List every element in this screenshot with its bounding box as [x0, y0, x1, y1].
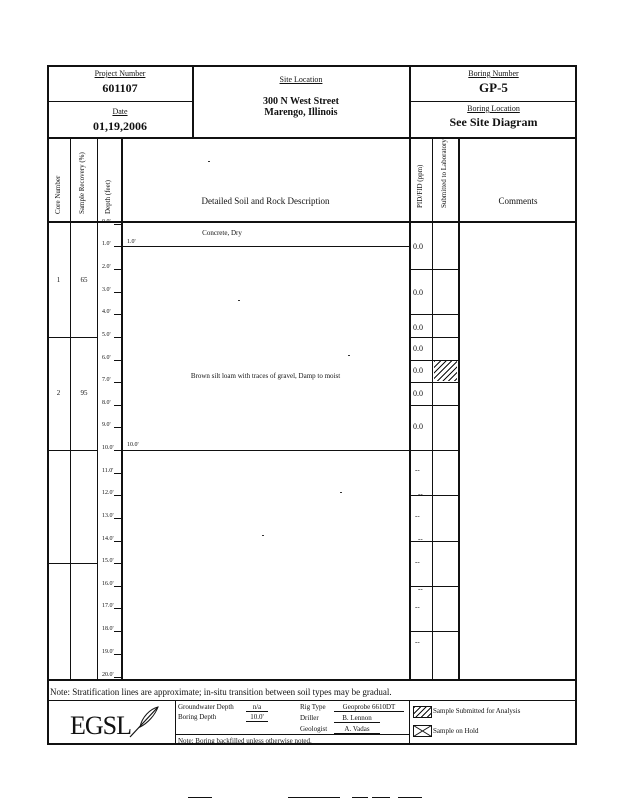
- geologist: A. Vadas: [334, 725, 380, 734]
- col-line-submitted: [458, 138, 460, 679]
- stratum-bottom-label: 10.0': [127, 442, 139, 448]
- site-address-line1: 300 N West Street: [262, 96, 339, 107]
- pid-row-line: [409, 586, 458, 587]
- pid-blank-mark: --: [415, 603, 420, 611]
- pid-row-line: [409, 314, 458, 315]
- date-label: Date: [112, 107, 128, 116]
- pid-reading: 0.0: [413, 389, 423, 398]
- core-number-header: Core Number: [54, 175, 62, 214]
- scan-artifact-line: [188, 797, 212, 798]
- pid-header: PID/FID (ppm): [416, 164, 424, 208]
- header-mid-left-line: [47, 101, 193, 102]
- comments-header: Comments: [498, 196, 538, 206]
- scan-artifact-line: [288, 797, 340, 798]
- core-number: 2: [56, 389, 61, 397]
- pid-reading: 0.0: [413, 422, 423, 431]
- boring-location-label: Boring Location: [467, 104, 520, 113]
- description-header: Detailed Soil and Rock Description: [201, 196, 330, 206]
- col-line-description: [409, 138, 411, 679]
- depth-label: 17.0': [102, 603, 114, 609]
- site-address-line2: Marengo, Illinois: [264, 107, 338, 118]
- boring-log-frame: [47, 65, 577, 745]
- legend-divider: [409, 700, 410, 745]
- column-header-bottom-line: [47, 221, 577, 223]
- core-boundary-1: [47, 337, 97, 338]
- pid-reading: 0.0: [413, 366, 423, 375]
- legend-hold-label: Sample on Hold: [433, 727, 479, 735]
- project-number: 601107: [102, 81, 138, 95]
- scan-artifact-line: [352, 797, 368, 798]
- egsl-logo: EGSL: [70, 711, 131, 740]
- depth-label: 18.0': [102, 626, 114, 632]
- pid-row-line: [409, 631, 458, 632]
- legend-submitted-label: Sample Submitted for Analysis: [433, 707, 521, 715]
- site-location-label: Site Location: [279, 75, 323, 84]
- pid-reading: 0.0: [413, 242, 423, 251]
- groundwater-depth: n/a: [246, 703, 268, 712]
- date-value: 01,19,2006: [93, 119, 147, 133]
- boring-number: GP-5: [479, 80, 508, 95]
- scan-artifact-line: [398, 797, 422, 798]
- core-recovery: 95: [80, 389, 88, 397]
- depth-label: 8.0': [102, 400, 111, 406]
- scan-artifact-line: [372, 797, 390, 798]
- depth-label: 13.0': [102, 513, 114, 519]
- header-bottom-line: [47, 137, 577, 139]
- core-recovery: 65: [80, 276, 88, 284]
- submitted-sample-hatch: [434, 361, 457, 381]
- legend-submitted-swatch: [413, 706, 432, 718]
- depth-label: 15.0': [102, 558, 114, 564]
- depth-label: 11.0': [102, 468, 114, 474]
- depth-label: 10.0': [102, 445, 114, 451]
- groundwater-depth-label: Groundwater Depth: [178, 703, 234, 711]
- depth-label: 14.0': [102, 536, 114, 542]
- sample-recovery-header: Sample Recovery (%): [78, 152, 86, 214]
- driller-label: Driller: [300, 714, 319, 722]
- scan-speck: [262, 535, 264, 536]
- depth-label: 9.0': [102, 422, 111, 428]
- pid-reading: 0.0: [413, 288, 423, 297]
- pid-blank-mark: --: [415, 558, 420, 566]
- project-number-label: Project Number: [94, 69, 146, 78]
- depth-label: 6.0': [102, 355, 111, 361]
- core-number: 1: [56, 276, 61, 284]
- depth-label: 1.0': [102, 241, 111, 247]
- pid-row-line: [409, 269, 458, 270]
- legend-hold-swatch: [413, 725, 432, 737]
- geologist-label: Geologist: [300, 725, 328, 733]
- backfill-note: Note: Boring backfilled unless otherwise noted.: [178, 737, 312, 745]
- depth-label: 19.0': [102, 649, 114, 655]
- log-bottom-line: [47, 679, 577, 681]
- stratification-note: Note: Stratification lines are approximate; in-situ transition between soil types may be gradual.: [50, 687, 392, 697]
- col-line-pid: [432, 138, 433, 679]
- scan-speck: [340, 492, 342, 493]
- pid-row-line: [409, 450, 458, 451]
- stratum-boundary: [122, 450, 409, 451]
- core-boundary-2: [47, 450, 97, 451]
- stratum-description: Brown silt loam with traces of gravel, Damp to moist: [190, 372, 341, 380]
- pid-blank-mark: --: [415, 512, 420, 520]
- boring-number-label: Boring Number: [468, 69, 519, 78]
- pid-row-line: [409, 405, 458, 406]
- depth-label: 2.0': [102, 264, 111, 270]
- stratum-description: Concrete, Dry: [202, 229, 242, 237]
- logo-divider: [175, 700, 176, 745]
- depth-label: 5.0': [102, 332, 111, 338]
- driller: B. Lennon: [334, 714, 380, 723]
- pid-row-line: [409, 495, 458, 496]
- pid-blank-mark: --: [415, 466, 420, 474]
- backfill-note-line: [175, 734, 409, 735]
- stratum-boundary: [122, 246, 409, 247]
- rig-type: Geoprobe 6610DT: [334, 703, 404, 712]
- pid-row-line: [409, 337, 458, 338]
- depth-header: Depth (feet): [104, 179, 112, 214]
- col-line-core: [70, 138, 71, 679]
- pid-reading: 0.0: [413, 344, 423, 353]
- boring-depth-label: Boring Depth: [178, 713, 217, 721]
- note-line: [47, 700, 577, 701]
- core-boundary-3: [47, 563, 97, 564]
- col-line-depth: [121, 138, 123, 679]
- pid-blank-mark: --: [418, 585, 423, 593]
- scan-speck: [208, 161, 210, 162]
- depth-label: 12.0': [102, 490, 114, 496]
- rig-type-label: Rig Type: [300, 703, 326, 711]
- boring-depth: 10.0': [246, 713, 268, 722]
- depth-label: 7.0': [102, 377, 111, 383]
- depth-label: 16.0': [102, 581, 114, 587]
- pid-blank-mark: --: [418, 535, 423, 543]
- depth-label: 3.0': [102, 287, 111, 293]
- pid-row-line: [409, 541, 458, 542]
- depth-label: 4.0': [102, 309, 111, 315]
- depth-label: 0.0': [102, 219, 111, 225]
- boring-location: See Site Diagram: [449, 115, 538, 129]
- pid-blank-mark: --: [418, 490, 423, 498]
- header-mid-right-line: [409, 101, 577, 102]
- pid-blank-mark: --: [415, 638, 420, 646]
- pid-row-line: [409, 382, 458, 383]
- scan-speck: [238, 300, 240, 301]
- pid-reading: 0.0: [413, 323, 423, 332]
- scan-speck: [348, 355, 350, 356]
- stratum-bottom-label: 1.0': [127, 239, 136, 245]
- col-line-recovery: [97, 138, 98, 679]
- depth-label: 20.0': [102, 672, 114, 678]
- logo-leaf-icon: [128, 703, 162, 739]
- submitted-header: Submitted to Laboratory: [440, 139, 448, 208]
